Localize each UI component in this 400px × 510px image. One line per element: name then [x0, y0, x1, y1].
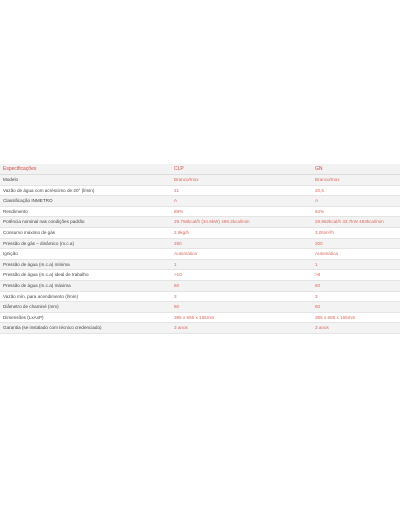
row-value-clp: A — [171, 196, 312, 207]
table-row — [0, 217, 400, 228]
row-label: Dimensões (LxAxP) — [0, 312, 171, 323]
row-value-clp: 29.756kcal/h (34.6kW) 498.3kcal/min — [171, 217, 312, 228]
table-row — [0, 312, 400, 323]
row-label: Consumo máximo de gás — [0, 227, 171, 238]
row-value-gn: 1 — [312, 259, 400, 270]
row-label: Pressão de água (m.c.a) mínima — [0, 259, 171, 270]
row-value-clp: 1 — [171, 259, 312, 270]
row-value-clp: 3 anos — [171, 323, 312, 334]
row-value-gn: >8 — [312, 270, 400, 281]
header-gn: GN — [312, 164, 400, 175]
row-value-clp: 280 — [171, 238, 312, 249]
row-value-clp: 3 — [171, 291, 312, 302]
row-value-gn: 28.982kcal/h 33.7kW 483kcal/min — [312, 217, 400, 228]
row-value-clp: 60 — [171, 302, 312, 313]
row-value-gn: Branco/Inox — [312, 175, 400, 186]
row-value-gn: A — [312, 196, 400, 207]
row-value-gn: 3,0Nm³/h — [312, 227, 400, 238]
row-label: Pressão de gás – dinâmico (m.c.a) — [0, 238, 171, 249]
row-label: Pressão de água (m.c.a) máxima — [0, 280, 171, 291]
row-value-clp: 60 — [171, 280, 312, 291]
row-value-clp: Automática — [171, 249, 312, 260]
row-value-gn: Automática — [312, 249, 400, 260]
table-row — [0, 238, 400, 249]
table-row — [0, 185, 400, 196]
row-value-clp: 2,9kg/h — [171, 227, 312, 238]
row-value-gn: 20,5 — [312, 185, 400, 196]
row-label: Modelo — [0, 175, 171, 186]
table-row — [0, 206, 400, 217]
row-value-clp: Branco/Inox — [171, 175, 312, 186]
table-row — [0, 270, 400, 281]
row-value-gn: 3 — [312, 291, 400, 302]
table-row — [0, 280, 400, 291]
row-value-gn: 200 — [312, 238, 400, 249]
table-row — [0, 302, 400, 313]
table-row — [0, 249, 400, 260]
table-row — [0, 175, 400, 186]
row-value-clp: 88% — [171, 206, 312, 217]
table-header-row — [0, 164, 400, 175]
row-value-gn: 60 — [312, 302, 400, 313]
row-value-clp: 385 x 665 x 165mm — [171, 312, 312, 323]
row-label: Diâmetro de chaminé (mm) — [0, 302, 171, 313]
header-specifications: Especificações — [0, 164, 171, 175]
row-label: Potência nominal nas condições padrão — [0, 217, 171, 228]
row-value-clp: 21 — [171, 185, 312, 196]
table-row — [0, 196, 400, 207]
row-value-gn: 3 anos — [312, 323, 400, 334]
specifications-table — [0, 164, 400, 334]
row-label: Rendimento — [0, 206, 171, 217]
row-label: Vazão mín. para acendimento (l/min) — [0, 291, 171, 302]
row-value-clp: >10 — [171, 270, 312, 281]
row-value-gn: 60 — [312, 280, 400, 291]
header-clp: CLP — [171, 164, 312, 175]
row-label: Garantia (se instalado com técnico credenciado) — [0, 323, 171, 334]
row-label: Ignição — [0, 249, 171, 260]
row-label: Classificação INMETRO — [0, 196, 171, 207]
table-row — [0, 323, 400, 334]
row-value-gn: 385 x 665 x 165mm — [312, 312, 400, 323]
table-row — [0, 291, 400, 302]
table-row — [0, 259, 400, 270]
row-label: Vazão de água com acréscimo de 20° (l/min) — [0, 185, 171, 196]
row-label: Pressão de água (m.c.a) ideal de trabalho — [0, 270, 171, 281]
table-row — [0, 227, 400, 238]
row-value-gn: 84% — [312, 206, 400, 217]
